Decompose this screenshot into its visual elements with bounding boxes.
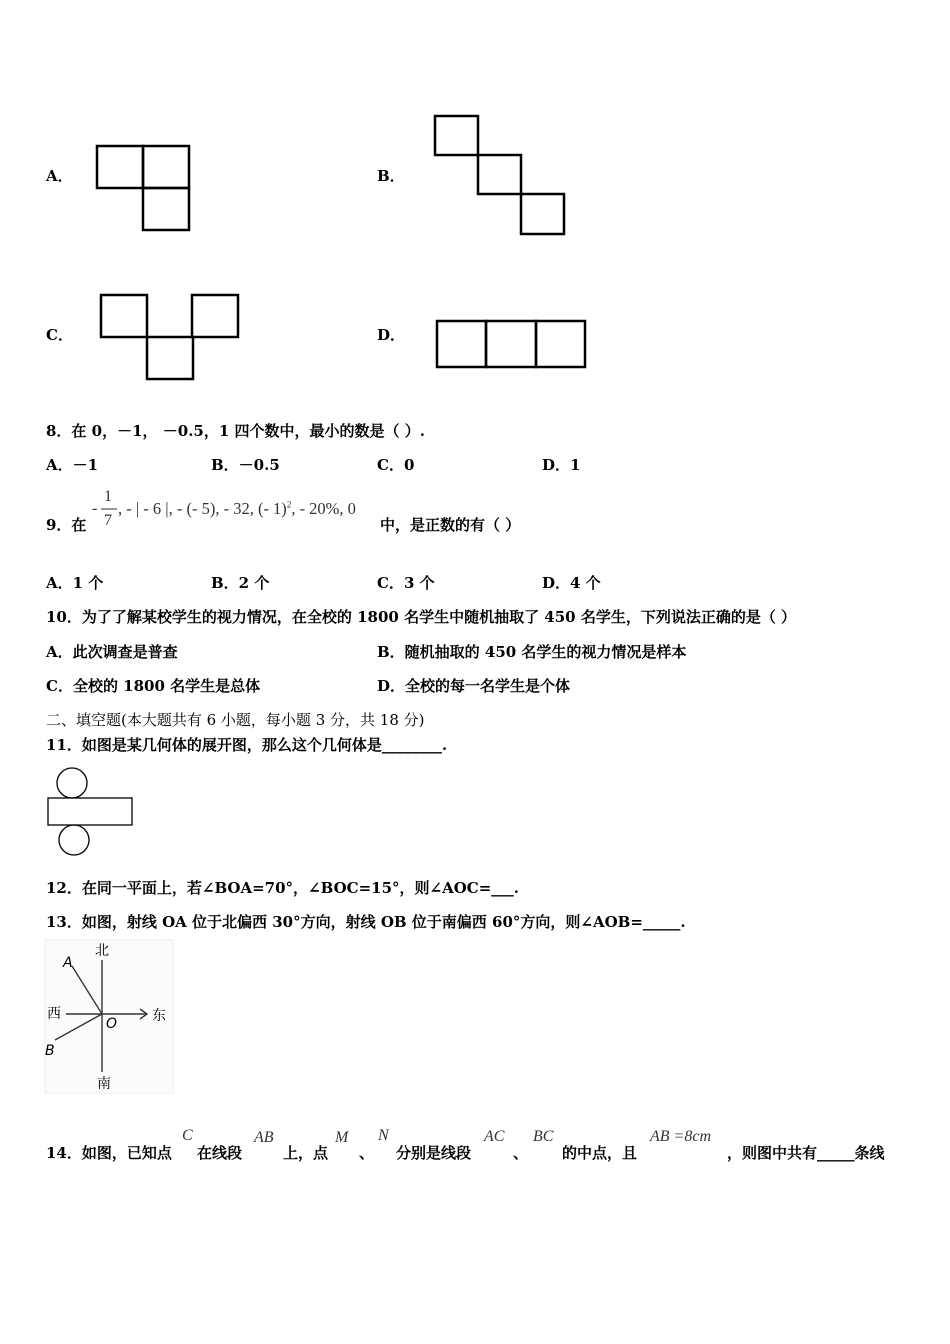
- q13-label-north: 北: [95, 943, 109, 959]
- q8-stem: 8．在 0，－1， －0.5，1 四个数中，最小的数是（ ）.: [46, 422, 425, 440]
- q13-label-east: 东: [152, 1008, 166, 1024]
- q13-label-o: O: [106, 1016, 118, 1032]
- q14-part1: 14．如图，已知点: [46, 1144, 172, 1162]
- q9-prefix: 9．在: [46, 516, 87, 534]
- q14-ab: AB: [254, 1129, 274, 1146]
- q9-frac-num: 1: [104, 488, 112, 505]
- q9-frac-den: 7: [104, 512, 112, 529]
- q13-label-south: 南: [97, 1076, 111, 1092]
- q8-option-c: C．0: [377, 456, 415, 474]
- q13-stem: 13．如图，射线 OA 位于北偏西 30°方向，射线 OB 位于南偏西 60°方向，则∠AOB=_____.: [46, 913, 686, 931]
- q10-option-a: A．此次调查是普查: [46, 643, 178, 661]
- q9-exp: 2: [286, 499, 292, 510]
- q7-option-a-label: A．: [46, 167, 73, 185]
- q8-option-a: A．－1: [46, 456, 99, 474]
- q14-part2: 在线段: [197, 1144, 243, 1162]
- q12-stem: 12．在同一平面上，若∠BOA=70°，∠BOC=15°，则∠AOC=___.: [46, 879, 520, 897]
- q14-bc: BC: [533, 1128, 554, 1145]
- q10-stem: 10．为了了解某校学生的视力情况，在全校的 1800 名学生中随机抽取了 450 名学生，下列说法正确的是（ ）: [46, 608, 797, 626]
- q10-option-b: B．随机抽取的 450 名学生的视力情况是样本: [377, 643, 687, 661]
- q13-label-b: B: [45, 1043, 55, 1059]
- q14-part5: 的中点，且: [562, 1144, 638, 1162]
- q14-sep: 、: [359, 1144, 375, 1162]
- q14-ac: AC: [484, 1128, 505, 1145]
- q9-option-b: B．2 个: [211, 574, 270, 592]
- q14-sep2: 、: [513, 1144, 529, 1162]
- q9-option-d: D．4 个: [542, 574, 601, 592]
- q9-option-a: A．1 个: [46, 574, 104, 592]
- section-heading: 二、填空题(本大题共有 6 小题，每小题 3 分，共 18 分): [46, 711, 425, 729]
- q7-option-d-label: D．: [377, 326, 406, 344]
- q14-part4: 分别是线段: [396, 1144, 472, 1162]
- q9-suffix: 中，是正数的有（ ）: [380, 516, 521, 534]
- q8-option-b: B．－0.5: [211, 456, 280, 474]
- q14-eq: AB =8cm: [650, 1128, 711, 1145]
- q9-option-c: C．3 个: [377, 574, 435, 592]
- q14-c: C: [182, 1127, 193, 1144]
- q9-expr-main: , - | - 6 |, - (- 5), - 32, (- 1): [118, 499, 287, 518]
- q7-option-c-label: C．: [46, 326, 73, 344]
- q9-expr-tail: , - 20%, 0: [291, 499, 356, 518]
- q11-stem: 11．如图是某几何体的展开图，那么这个几何体是________.: [46, 736, 448, 754]
- q10-option-d: D．全校的每一名学生是个体: [377, 677, 571, 695]
- q14-n: N: [378, 1127, 389, 1144]
- q9-minus: -: [92, 500, 98, 517]
- q14-part6: ，则图中共有_____条线: [727, 1144, 885, 1162]
- q7-option-b-label: B．: [377, 167, 405, 185]
- q10-option-c: C．全校的 1800 名学生是总体: [46, 677, 261, 695]
- q14-part3: 上，点: [283, 1144, 329, 1162]
- q13-label-west: 西: [47, 1006, 61, 1022]
- q14-m: M: [335, 1129, 349, 1146]
- q8-option-d: D．1: [542, 456, 581, 474]
- q13-label-a: A: [63, 955, 73, 971]
